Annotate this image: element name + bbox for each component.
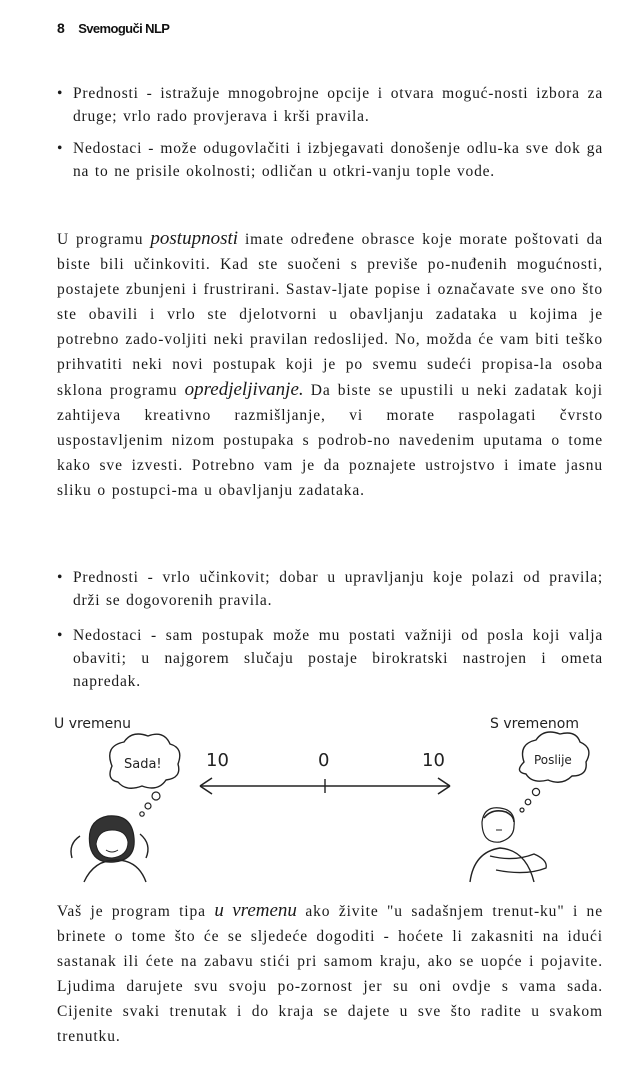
term-in-time: u vremenu xyxy=(214,900,297,921)
time-scale-axis xyxy=(200,750,450,794)
bullet-advantages-options xyxy=(57,82,603,128)
label-in-time: U vremenu xyxy=(54,716,132,732)
paragraph-body: imate određene obrasce koje morate poštovati da biste bili učinkoviti. Kad ste suočeni s previše po-nuđenih mogućnosti, postajete zbunjeni i frustrirani. Sastav-ljate popise i označavate sve ono što ste obavili i vrlo ste djelotvorni u obavljanju zadataka u kojima je potrebno zado-voljiti neki pravilan redoslijed. No, možda će vam biti teško prihvatiti neki novi postupak koji je po svemu sudeći propisa-la osoba sklona programu xyxy=(57,231,604,399)
figure-in-time xyxy=(71,816,148,882)
scale-label-left: 10 xyxy=(206,750,229,771)
bullet-marker: • xyxy=(57,140,64,157)
bullet-marker: • xyxy=(57,569,64,586)
right-thought-bubble xyxy=(519,732,588,812)
bullet-disadvantages-options xyxy=(57,137,603,183)
paragraph-body: ako živite "u sadašnjem trenut-ku" i ne brinete o tome što će se sljedeće dogoditi - hoćete li zakasniti na idući sastanak ili ćete na zabavu stići pri samom kraju, ako se uopće i pojavite. Ljudima darujete svu svoju po-zornost jer su oni ovdje s vama sada. Cijenite svaki trenutak i do kraja se dajete u sve što radite u svakom trenutku. xyxy=(57,903,603,1045)
bullet-text: Nedostaci - može odugovlačiti i izbjegavati donošenje odlu-ka sve dok ga na to ne prisile okolnosti; odličan u otkri-vanju tople vode. xyxy=(73,140,603,180)
scale-label-center: 0 xyxy=(318,750,330,771)
bullet-marker: • xyxy=(57,85,64,102)
bullet-marker: • xyxy=(57,627,64,644)
bubble-text-later: Poslije xyxy=(534,753,572,767)
bullet-text: Prednosti - istražuje mnogobrojne opcije i otvara moguć-nosti izbora za druge; vrlo rado provjerava i krši pravila. xyxy=(73,85,603,125)
bubble-text-now: Sada! xyxy=(124,757,162,772)
bullet-text: Nedostaci - sam postupak može mu postati važniji od posla koji valja obaviti; u najgorem slučaju postaje birokratski nastrojen i ometa napredak. xyxy=(73,627,603,690)
figure-through-time xyxy=(470,808,546,882)
book-title: Svemoguči NLP xyxy=(78,21,170,36)
paragraph-in-time xyxy=(57,898,603,1049)
scale-label-right: 10 xyxy=(422,750,445,771)
left-thought-bubble xyxy=(110,734,180,816)
term-procedures: postupnosti xyxy=(150,228,239,249)
paragraph-procedures xyxy=(57,226,603,503)
label-through-time: S vremenom xyxy=(490,716,580,732)
paragraph-lead: U programu xyxy=(57,231,144,248)
bullet-text: Prednosti - vrlo učinkovit; dobar u upravljanju koje polazi od pravila; drži se dogovorenih pravila. xyxy=(73,569,603,609)
term-options: opredjeljivanje. xyxy=(184,379,304,400)
bullet-advantages-procedures xyxy=(57,566,603,612)
page-number: 8 xyxy=(57,20,65,36)
paragraph-body-continued: Da biste se upustili u neki zadatak koji zahtijeva kreativno razmišljanje, vi morate raspolagati čvrsto uspostavljenim nizom postupaka s podrob-no navedenim uputama o tome kako sve izvesti. Potrebno vam je da poznajete ustrojstvo i imate jasnu sliku o postupci-ma u obavljanju zadataka. xyxy=(57,382,603,499)
bullet-disadvantages-procedures xyxy=(57,624,603,693)
time-scale-illustration xyxy=(50,706,610,886)
paragraph-lead: Vaš je program tipa xyxy=(57,903,206,920)
page-header xyxy=(57,20,169,36)
